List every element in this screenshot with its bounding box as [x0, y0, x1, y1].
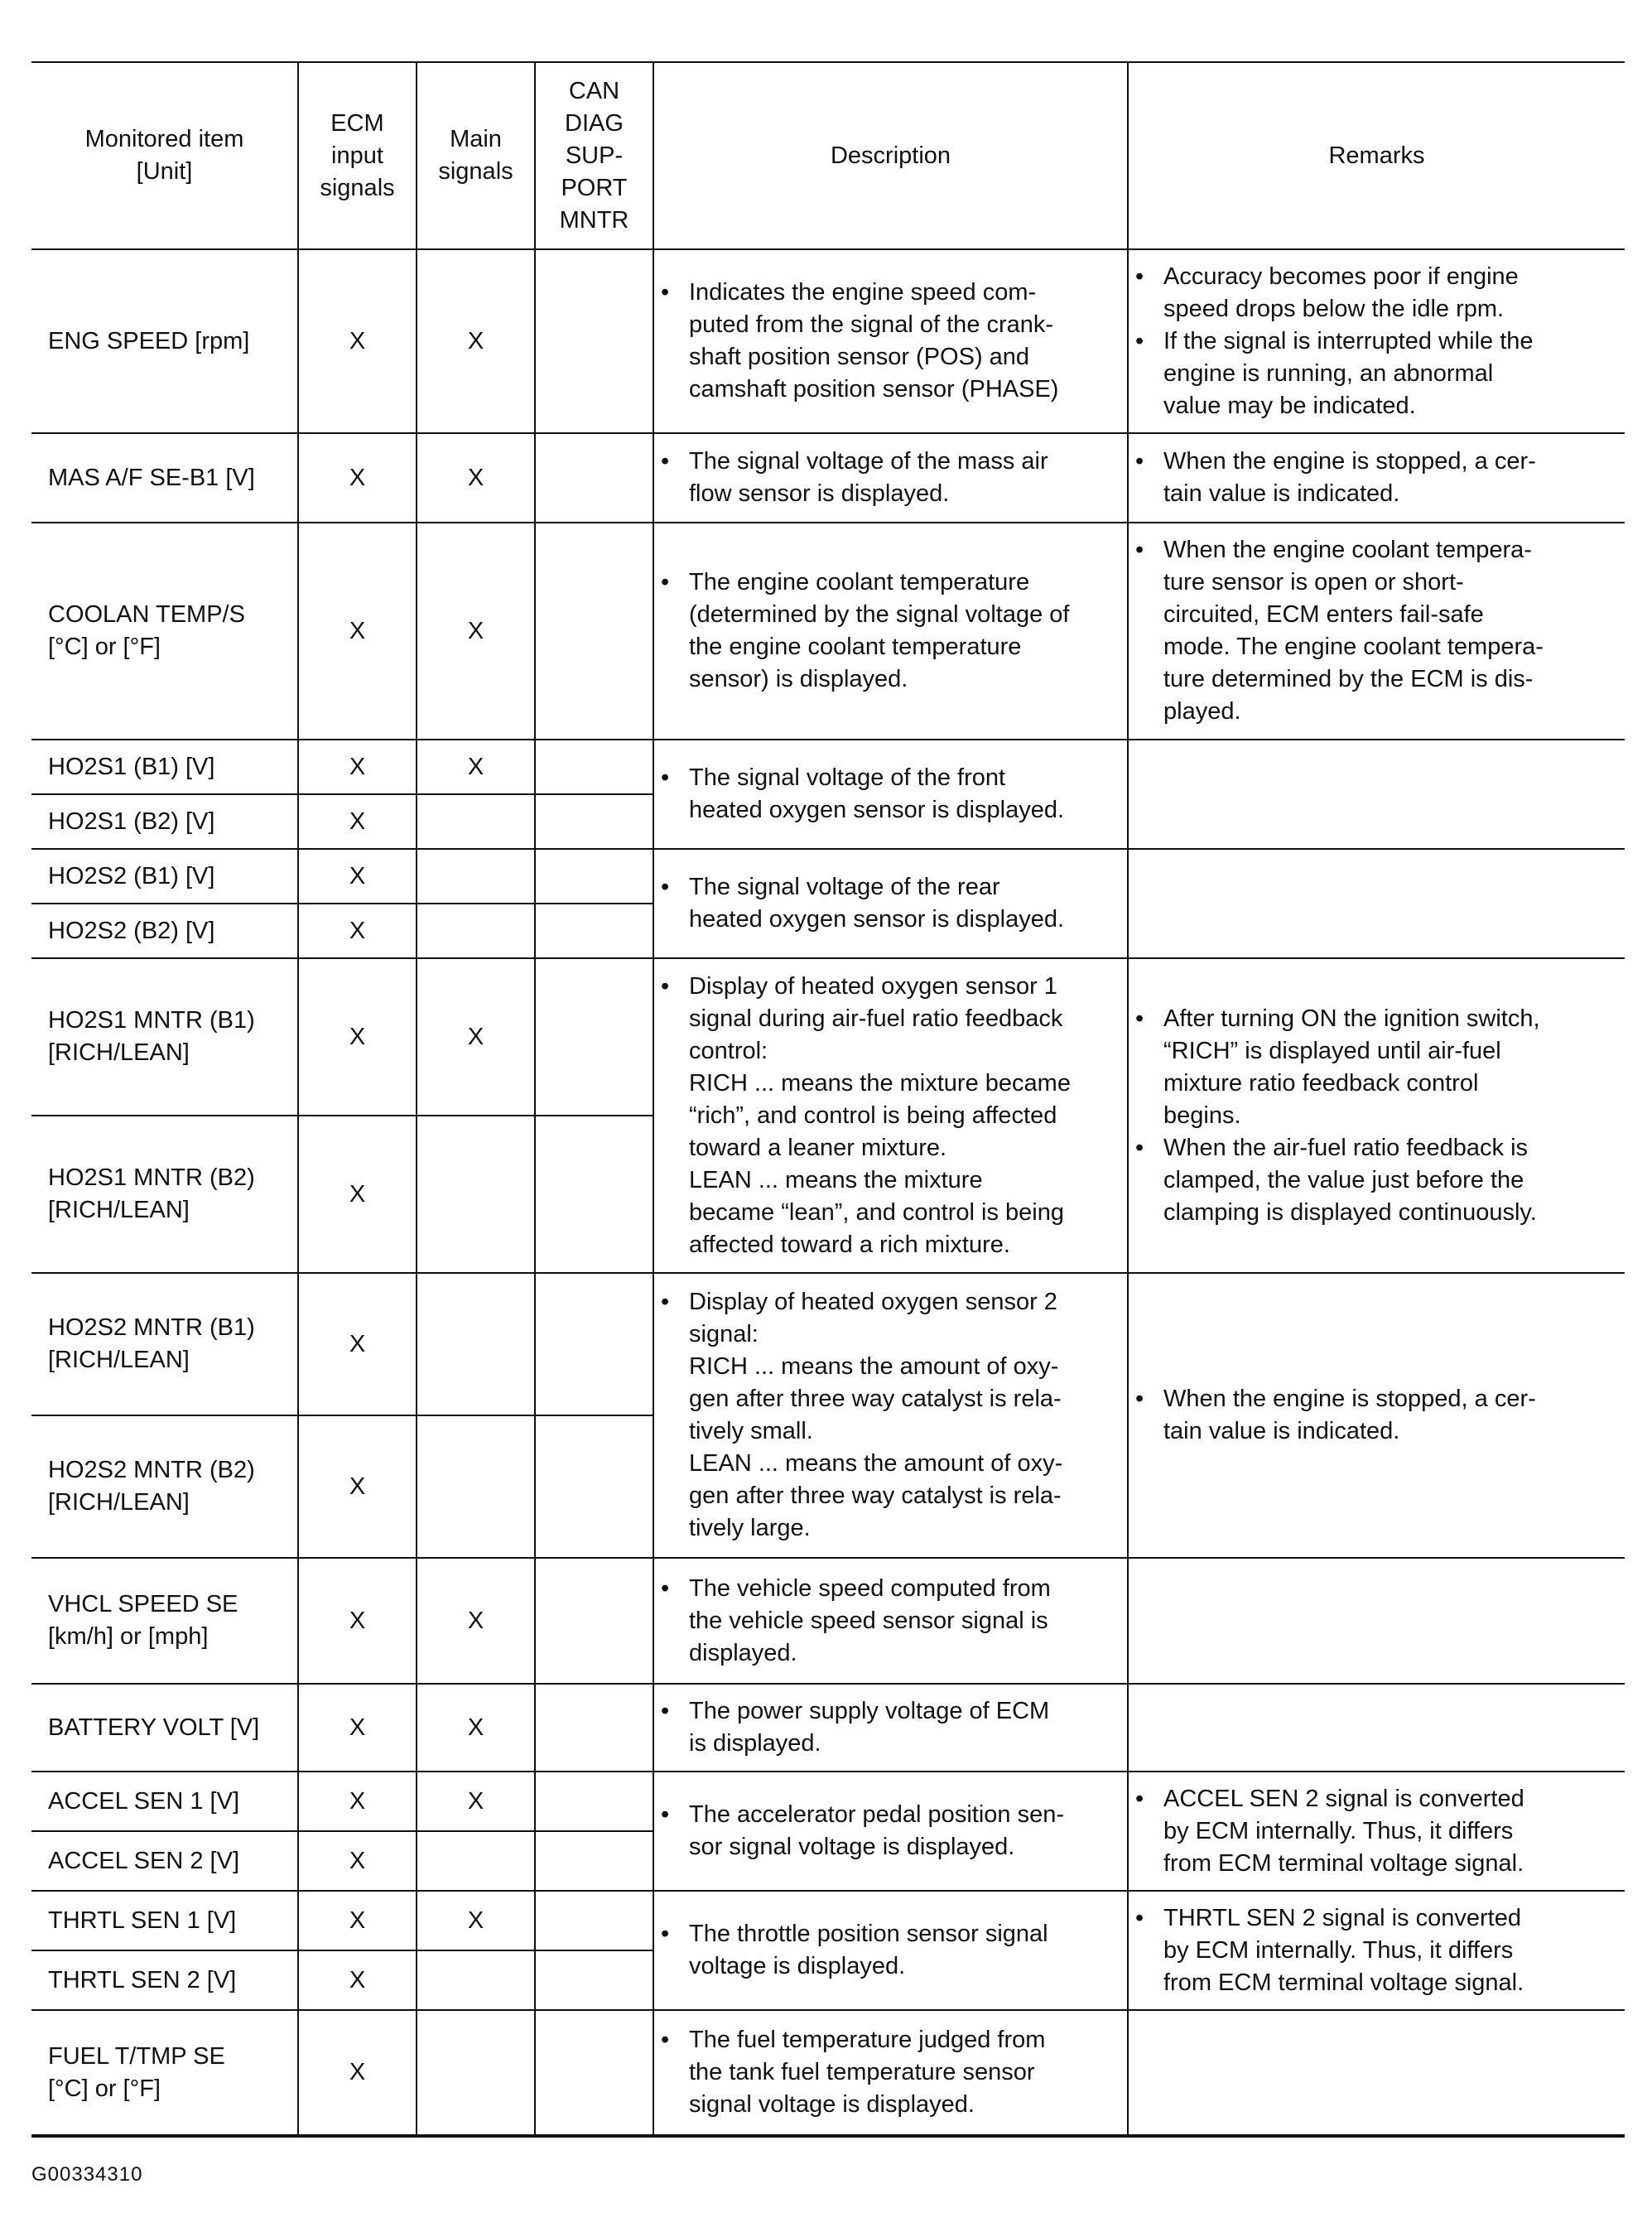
table-row — [31, 1273, 1625, 1415]
bullet-text: When the engine is stopped, a cer- tain value is indicated. — [1163, 1386, 1536, 1444]
main-signal-cell — [417, 1950, 535, 2010]
ecm-input-cell: X — [298, 2010, 417, 2136]
remarks-cell — [1128, 740, 1625, 849]
description-cell — [653, 1558, 1128, 1684]
bullet-icon: • — [1135, 1386, 1144, 1412]
description-cell — [653, 433, 1128, 523]
bullet-text: The fuel temperature judged from the tank fuel temperature sensor signal voltage is displayed. — [689, 2027, 1046, 2118]
can-diag-cell — [535, 433, 653, 523]
description-cell — [653, 1772, 1128, 1891]
table-row — [31, 523, 1625, 740]
description-cell — [653, 849, 1128, 958]
can-diag-cell — [535, 2010, 653, 2136]
can-diag-cell — [535, 1558, 653, 1684]
ecm-input-cell: X — [298, 1558, 417, 1684]
main-signal-cell — [417, 904, 535, 958]
table-row — [31, 740, 1625, 794]
bullet-item — [1135, 1132, 1616, 1229]
monitored-item-cell: HO2S1 MNTR (B1) [RICH/LEAN] — [31, 958, 298, 1116]
header-row — [31, 62, 1625, 249]
can-diag-cell — [535, 1273, 653, 1415]
bullet-icon: • — [1135, 327, 1144, 354]
main-signal-cell: X — [417, 523, 535, 740]
header-can-diag-support-mntr: CAN DIAG SUP- PORT MNTR — [535, 62, 653, 249]
description-cell — [653, 740, 1128, 849]
header-main-signals: Main signals — [417, 62, 535, 249]
main-signal-cell — [417, 2010, 535, 2136]
main-signal-cell — [417, 1116, 535, 1273]
description-cell — [653, 1273, 1128, 1558]
main-signal-cell — [417, 1273, 535, 1415]
ecm-input-cell: X — [298, 904, 417, 958]
monitored-item-cell: HO2S1 (B2) [V] — [31, 794, 298, 849]
table-row — [31, 1684, 1625, 1772]
table-row — [31, 2010, 1625, 2136]
monitored-item-cell: HO2S1 MNTR (B2) [RICH/LEAN] — [31, 1116, 298, 1273]
remarks-cell — [1128, 249, 1625, 433]
can-diag-cell — [535, 1684, 653, 1772]
ecm-input-cell: X — [298, 958, 417, 1116]
bullet-item — [1135, 1383, 1616, 1448]
can-diag-cell — [535, 1415, 653, 1558]
can-diag-cell — [535, 249, 653, 433]
main-signal-cell — [417, 849, 535, 904]
monitored-item-cell: VHCL SPEED SE [km/h] or [mph] — [31, 1558, 298, 1684]
description-cell — [653, 958, 1128, 1273]
monitored-item-cell: BATTERY VOLT [V] — [31, 1684, 298, 1772]
remarks-cell — [1128, 433, 1625, 523]
ecm-input-cell: X — [298, 1116, 417, 1273]
table-row — [31, 849, 1625, 904]
bullet-item — [661, 2024, 1119, 2121]
main-signal-cell — [417, 1831, 535, 1891]
can-diag-cell — [535, 1950, 653, 2010]
remarks-cell — [1128, 1772, 1625, 1891]
table-row — [31, 249, 1625, 433]
bullet-icon: • — [1135, 1005, 1144, 1032]
bullet-text: The signal voltage of the mass air flow sensor is displayed. — [689, 448, 1048, 507]
bullet-item — [661, 277, 1119, 406]
bullet-item — [661, 1695, 1119, 1760]
main-signal-cell: X — [417, 740, 535, 794]
bullet-icon: • — [661, 874, 670, 900]
bullet-item — [661, 446, 1119, 510]
bullet-text: The accelerator pedal position sen- sor signal voltage is displayed. — [689, 1801, 1064, 1860]
bullet-text: If the signal is interrupted while the engine is running, an abnormal value may be indicated. — [1163, 327, 1534, 419]
can-diag-cell — [535, 794, 653, 849]
monitored-item-cell: ACCEL SEN 1 [V] — [31, 1772, 298, 1831]
bullet-text: ACCEL SEN 2 signal is converted by ECM internally. Thus, it differs from ECM terminal voltage signal. — [1163, 1785, 1524, 1877]
description-cell — [653, 1891, 1128, 2010]
bullet-icon: • — [1135, 263, 1144, 290]
ecm-input-cell: X — [298, 849, 417, 904]
bullet-text: The signal voltage of the rear heated oxygen sensor is displayed. — [689, 874, 1065, 933]
bullet-icon: • — [661, 1289, 670, 1315]
table-row — [31, 1891, 1625, 1950]
bullet-icon: • — [661, 448, 670, 475]
can-diag-cell — [535, 1831, 653, 1891]
bullet-item — [661, 1918, 1119, 1983]
ecm-input-cell: X — [298, 1415, 417, 1558]
can-diag-cell — [535, 849, 653, 904]
monitored-item-cell: HO2S1 (B1) [V] — [31, 740, 298, 794]
can-diag-cell — [535, 958, 653, 1116]
bullet-text: Accuracy becomes poor if engine speed drops below the idle rpm. — [1163, 263, 1519, 322]
description-cell — [653, 1684, 1128, 1772]
ecm-input-cell: X — [298, 249, 417, 433]
main-signal-cell — [417, 1415, 535, 1558]
header-monitored-item: Monitored item [Unit] — [31, 62, 298, 249]
ecm-input-cell: X — [298, 433, 417, 523]
monitored-item-cell: HO2S2 MNTR (B1) [RICH/LEAN] — [31, 1273, 298, 1415]
main-signal-cell: X — [417, 433, 535, 523]
ecm-input-cell: X — [298, 1772, 417, 1831]
table-row — [31, 1772, 1625, 1831]
bullet-item — [1135, 325, 1616, 422]
bullet-icon: • — [1135, 1134, 1144, 1161]
bullet-item — [1135, 1783, 1616, 1880]
monitored-item-cell: HO2S2 (B1) [V] — [31, 849, 298, 904]
bullet-icon: • — [661, 764, 670, 791]
monitored-item-cell: THRTL SEN 1 [V] — [31, 1891, 298, 1950]
main-signal-cell: X — [417, 1684, 535, 1772]
description-cell — [653, 2010, 1128, 2136]
bullet-item — [661, 762, 1119, 827]
main-signal-cell: X — [417, 1558, 535, 1684]
monitored-item-cell: ACCEL SEN 2 [V] — [31, 1831, 298, 1891]
bullet-text: The engine coolant temperature (determined by the signal voltage of the engine coolant temperature sensor) is displayed. — [689, 569, 1070, 692]
bullet-item — [1135, 261, 1616, 325]
monitored-item-cell: HO2S2 (B2) [V] — [31, 904, 298, 958]
monitored-item-cell: COOLAN TEMP/S [°C] or [°F] — [31, 523, 298, 740]
can-diag-cell — [535, 523, 653, 740]
bullet-item — [661, 1573, 1119, 1670]
table-row — [31, 1558, 1625, 1684]
bullet-icon: • — [1135, 448, 1144, 475]
ecm-input-cell: X — [298, 523, 417, 740]
header-description: Description — [653, 62, 1128, 249]
monitored-item-cell: FUEL T/TMP SE [°C] or [°F] — [31, 2010, 298, 2136]
monitored-item-cell: THRTL SEN 2 [V] — [31, 1950, 298, 2010]
bullet-text: THRTL SEN 2 signal is converted by ECM internally. Thus, it differs from ECM terminal voltage signal. — [1163, 1904, 1524, 1996]
bullet-item — [661, 1799, 1119, 1863]
main-signal-cell: X — [417, 249, 535, 433]
bullet-item — [661, 871, 1119, 936]
bullet-icon: • — [661, 972, 670, 1000]
ecm-input-cell: X — [298, 1831, 417, 1891]
bullet-text: When the engine is stopped, a cer- tain value is indicated. — [1163, 448, 1536, 507]
ecm-input-cell: X — [298, 1273, 417, 1415]
monitor-item-table — [31, 61, 1625, 2138]
remarks-cell — [1128, 1891, 1625, 2010]
ecm-input-cell: X — [298, 1950, 417, 2010]
bullet-item — [1135, 1902, 1616, 1999]
bullet-icon: • — [661, 1801, 670, 1828]
monitored-item-cell: MAS A/F SE-B1 [V] — [31, 433, 298, 523]
main-signal-cell: X — [417, 958, 535, 1116]
bullet-icon: • — [661, 279, 670, 306]
remarks-cell — [1128, 849, 1625, 958]
main-signal-cell: X — [417, 1772, 535, 1831]
bullet-item — [661, 1286, 1119, 1545]
bullet-icon: • — [1135, 537, 1144, 563]
monitored-item-cell: HO2S2 MNTR (B2) [RICH/LEAN] — [31, 1415, 298, 1558]
can-diag-cell — [535, 1116, 653, 1273]
can-diag-cell — [535, 904, 653, 958]
header-ecm-input-signals: ECM input signals — [298, 62, 417, 249]
remarks-cell — [1128, 1558, 1625, 1684]
bullet-icon: • — [1135, 1785, 1144, 1812]
bullet-text: The signal voltage of the front heated oxygen sensor is displayed. — [689, 764, 1065, 823]
bullet-text: Display of heated oxygen sensor 1 signal during air-fuel ratio feedback control: RICH ... means the mixture became “rich”, and control is being affected toward a leaner mixture. LEAN ... means the mixture became “lean”, and control is being affected toward a rich mixture. — [689, 972, 1071, 1258]
main-signal-cell: X — [417, 1891, 535, 1950]
bullet-text: The vehicle speed computed from the vehicle speed sensor signal is displayed. — [689, 1574, 1051, 1666]
figure-id: G00334310 — [31, 2163, 143, 2186]
ecm-input-cell: X — [298, 794, 417, 849]
bullet-icon: • — [661, 1574, 670, 1602]
table-row — [31, 433, 1625, 523]
bullet-item — [1135, 446, 1616, 510]
remarks-cell — [1128, 1684, 1625, 1772]
bullet-icon: • — [661, 1921, 670, 1947]
main-signal-cell — [417, 794, 535, 849]
bullet-text: Indicates the engine speed com- puted from the signal of the crank- shaft position sensor (POS) and camshaft position sensor (PHASE) — [689, 279, 1059, 403]
remarks-cell — [1128, 2010, 1625, 2136]
description-cell — [653, 249, 1128, 433]
bullet-text: The throttle position sensor signal voltage is displayed. — [689, 1921, 1048, 1979]
remarks-cell — [1128, 523, 1625, 740]
ecm-input-cell: X — [298, 1891, 417, 1950]
can-diag-cell — [535, 1891, 653, 1950]
remarks-cell — [1128, 958, 1625, 1273]
bullet-item — [661, 566, 1119, 696]
bullet-icon: • — [661, 569, 670, 595]
header-remarks: Remarks — [1128, 62, 1625, 249]
monitored-item-cell: ENG SPEED [rpm] — [31, 249, 298, 433]
bullet-text: Display of heated oxygen sensor 2 signal: RICH ... means the amount of oxy- gen after three way catalyst is rela- tively small. LEAN ... means the amount of oxy- gen after three way catalyst is rela- tively large. — [689, 1289, 1063, 1541]
bullet-text: After turning ON the ignition switch, “RICH” is displayed until air-fuel mixture ratio feedback control begins. — [1163, 1005, 1540, 1129]
bullet-text: The power supply voltage of ECM is displayed. — [689, 1698, 1050, 1757]
description-cell — [653, 523, 1128, 740]
bullet-item — [1135, 534, 1616, 728]
bullet-icon: • — [661, 1698, 670, 1724]
can-diag-cell — [535, 1772, 653, 1831]
bullet-text: When the air-fuel ratio feedback is clamped, the value just before the clamping is displayed continuously. — [1163, 1134, 1537, 1226]
data-monitor-sheet — [31, 61, 1625, 2138]
bullet-item — [661, 971, 1119, 1261]
remarks-cell — [1128, 1273, 1625, 1558]
bullet-text: When the engine coolant tempera- ture sensor is open or short- circuited, ECM enters fail-safe mode. The engine coolant tempera- ture determined by the ECM is dis- played. — [1163, 537, 1544, 725]
ecm-input-cell: X — [298, 1684, 417, 1772]
can-diag-cell — [535, 740, 653, 794]
table-row — [31, 958, 1625, 1116]
bullet-icon: • — [661, 2027, 670, 2053]
bullet-item — [1135, 1003, 1616, 1132]
ecm-input-cell: X — [298, 740, 417, 794]
bullet-icon: • — [1135, 1904, 1144, 1931]
